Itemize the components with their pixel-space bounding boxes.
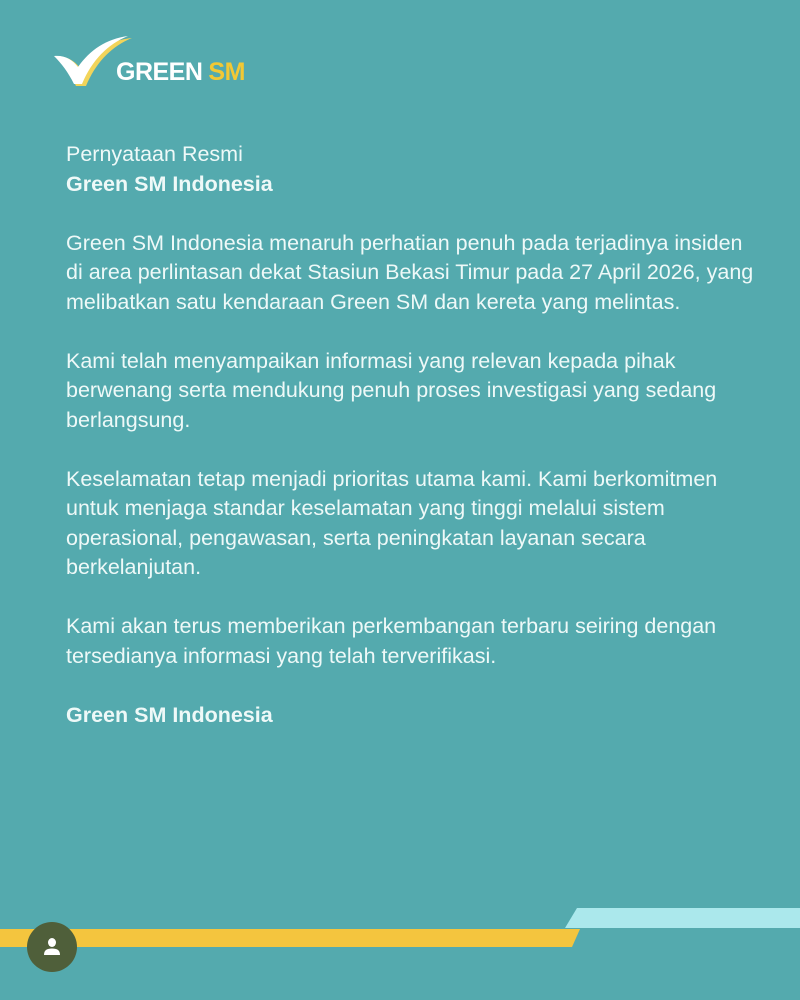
statement-paragraph: Keselamatan tetap menjadi prioritas utama kami. Kami berkomitmen untuk menjaga standar keselamatan yang tinggi melalui sistem operasional, pengawasan, serta peningkatan layanan secara berkelanjutan. (66, 466, 718, 579)
green-sm-logo (54, 34, 274, 90)
logo-word-green: GREEN (116, 58, 203, 86)
statement-label: Pernyataan Resmi (66, 142, 243, 166)
statement-paragraph: Green SM Indonesia menaruh perhatian penuh pada terjadinya insiden di area perlintasan dekat Stasiun Bekasi Timur pada 27 April 2026, yang melibatkan satu kendaraan Green SM dan kereta yang melintas. (66, 230, 754, 314)
official-statement (66, 140, 756, 760)
statement-paragraph: Kami akan terus memberikan perkembangan terbaru seiring dengan tersedianya informasi yang telah terverifikasi. (66, 614, 717, 668)
logo-wordmark (116, 60, 245, 85)
statement-issuer: Green SM Indonesia (66, 171, 273, 196)
decorative-stripe-cyan (565, 908, 800, 928)
statement-paragraph: Kami telah menyampaikan informasi yang relevan kepada pihak berwenang serta mendukung penuh proses investigasi yang sedang berlangsung. (66, 348, 717, 432)
logo-word-sm: SM (208, 58, 245, 86)
user-icon (41, 936, 63, 958)
decorative-stripe-yellow (0, 929, 580, 947)
statement-heading (66, 140, 756, 199)
profile-avatar[interactable] (27, 922, 77, 972)
statement-signature: Green SM Indonesia (66, 702, 273, 727)
